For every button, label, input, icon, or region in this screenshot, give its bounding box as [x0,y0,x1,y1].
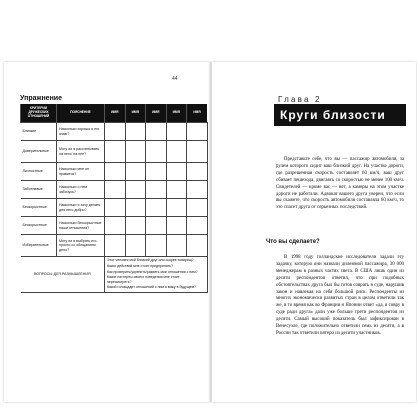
rating-cell[interactable] [105,141,126,163]
table-row [21,163,208,181]
rating-cell[interactable] [166,163,187,181]
rating-cell[interactable] [166,199,187,217]
rating-cell[interactable] [146,199,167,217]
body-paragraph [276,157,404,212]
definition-cell: Насколько бескорыстные наши отношения? [57,217,105,235]
header-name-2: ИМЯ [125,104,146,123]
reflection-questions [105,257,208,293]
criterion-cell: Бескорыстные [21,217,57,235]
header-name-4: ИМЯ [166,104,187,123]
criterion-cell: Избирательные [21,235,57,257]
rating-cell[interactable] [187,181,208,199]
header-definition: ПОЯСНЕНИЕ [57,104,105,123]
table-row [21,217,208,235]
reflection-label: ВОПРОСЫ ДЛЯ РАЗМЫШЛЕНИЯ [21,257,105,293]
rating-cell[interactable] [125,141,146,163]
subheading: Что вы сделаете? [266,239,320,245]
rating-cell[interactable] [166,141,187,163]
rating-cell[interactable] [105,163,126,181]
header-name-5: ИМЯ [187,104,208,123]
reflection-question: Каких действий мне стоит предпринять? [107,263,174,268]
rating-cell[interactable] [166,123,187,141]
criterion-cell: Заботливые [21,181,57,199]
rating-cell[interactable] [105,217,126,235]
criterion-cell: Близкие [21,123,57,141]
rating-cell[interactable] [125,123,146,141]
rating-cell[interactable] [146,163,167,181]
right-page [212,62,416,402]
rating-cell[interactable] [166,181,187,199]
header-criteria: КРИТЕРИИ ДРУЖЕСКИХ ОТНОШЕНИЙ [21,104,57,123]
rating-cell[interactable] [125,181,146,199]
table-row [21,235,208,257]
reflection-row [21,257,208,293]
header-name-1: ИМЯ [105,104,126,123]
left-page [4,62,210,402]
reflection-question: Этот человек мой близкий друг или скорее товарищ? [107,258,194,262]
criterion-cell: Доверительные [21,141,57,163]
paragraph-text: В 1998 году голландские исследователи задали эту задачку, которую они назвали дилеммой пассажира, 30 000 менеджерам в разных частях света. В США лишь один из десяти респондентов ответил, что при подобных обстоятельствах друга был бы готов соврать в суде, нарушив закон и навлекая на себя большой риск. Респонденты из многих экономически развитых стран в целом ответили так же, в то время как во Франции и Японии ответ «да, я совру в суде ради друга» дали уже больше трети респондентов из десяти. Самый высокий показатель был зафиксирован в Венесуэле, где положительно ответили семь из десяти, а в России так ответили пятеро из десяти участников. [276,255,404,336]
definition-cell: Могу ли я выбрать его-просто со обещанием дело? [57,235,105,257]
rating-cell[interactable] [146,141,167,163]
rating-cell[interactable] [187,199,208,217]
definition-cell: Могу ли я рассчитывать на него/ на нее? [57,141,105,163]
criterion-cell: Бескорыстные [21,199,57,217]
reflection-question: Как проверить/укрепить/развить мои отношения с ним? [107,269,198,274]
rating-cell[interactable] [146,123,167,141]
rating-cell[interactable] [187,217,208,235]
header-name-3: ИМЯ [146,104,167,123]
page-number: 44 [172,76,178,82]
rating-cell[interactable] [105,199,126,217]
table-row [21,181,208,199]
rating-cell[interactable] [146,217,167,235]
table-row [21,123,208,141]
definition-cell: Насколько мне он нравится? [57,163,105,181]
rating-cell[interactable] [125,199,146,217]
chapter-label: Глава 2 [278,95,322,104]
rating-cell[interactable] [146,235,167,257]
reflection-question: Какой голощадит отношений с ним я вижу в будущем? [107,285,196,290]
criterion-cell: Личностные [21,163,57,181]
chapter-title: Круги близости [274,104,406,126]
rating-cell[interactable] [105,235,126,257]
rating-cell[interactable] [146,181,167,199]
rating-cell[interactable] [105,123,126,141]
definition-cell: Насколько хорошо я его знаю? [57,123,105,141]
rating-cell[interactable] [187,163,208,181]
rating-cell[interactable] [105,181,126,199]
rating-cell[interactable] [187,123,208,141]
reflection-question: Какие паттерны своего поведения мне стоит пересмотреть? [107,275,180,284]
definition-cell: Насколько о нем забочусь? [57,181,105,199]
rating-cell[interactable] [125,217,146,235]
table-row [21,141,208,163]
rating-cell[interactable] [166,235,187,257]
definition-cell: Насколько я хочу делать для него добро? [57,199,105,217]
body-paragraph [276,255,404,338]
rating-cell[interactable] [125,163,146,181]
table-row [21,199,208,217]
rating-cell[interactable] [187,141,208,163]
exercise-table [20,104,208,293]
rating-cell[interactable] [166,217,187,235]
table-header-row [21,104,208,123]
section-title: Упражнение [20,95,62,102]
rating-cell[interactable] [125,235,146,257]
rating-cell[interactable] [187,235,208,257]
paragraph-text: Представьте себе, что вы — пассажир автомобиля, за рулем которого сидит ваш близкий друг. На участке дороги, где разрешенная скорость составляет 60 км/ч, ваш друг сбивает пешехода, двигаясь со скоростью не менее 100 км/ч. Свидетелей — кроме вас — нет, а камеры на этом участке дороги не работали. Адвокат вашего друга уверен, что если вы скажете, что скорость автомобиля составляла 60 км/ч, то это спасет друга от серьезных последствий. [276,157,404,211]
